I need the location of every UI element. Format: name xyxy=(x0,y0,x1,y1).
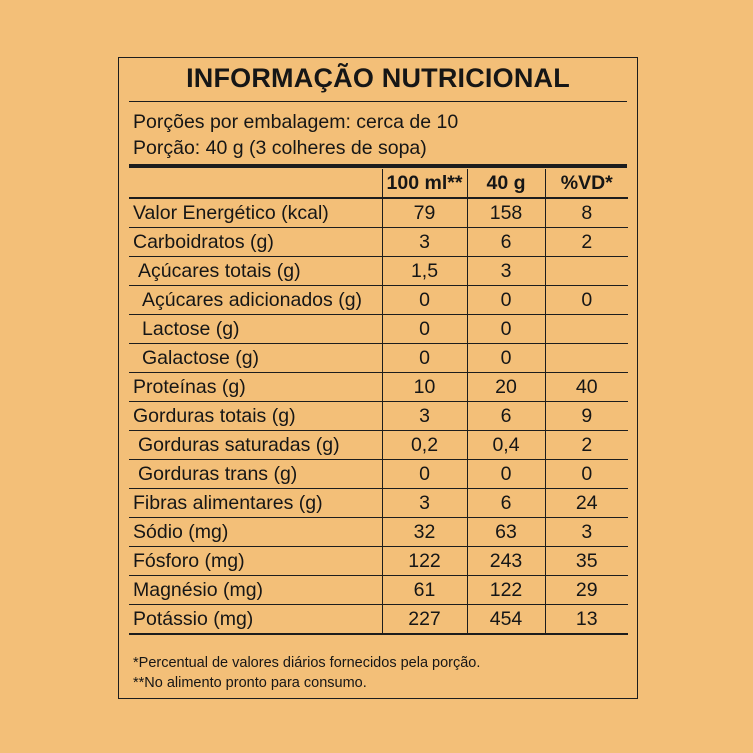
table-row xyxy=(129,576,628,605)
value-per-100ml: 3 xyxy=(382,402,467,431)
value-per-40g: 3 xyxy=(467,257,545,286)
value-per-40g: 0 xyxy=(467,460,545,489)
nutrient-label: Proteínas (g) xyxy=(129,373,382,402)
value-per-40g: 20 xyxy=(467,373,545,402)
value-per-40g: 158 xyxy=(467,198,545,228)
nutrient-label: Magnésio (mg) xyxy=(129,576,382,605)
table-row xyxy=(129,489,628,518)
title-divider xyxy=(129,101,627,102)
value-daily-percent: 29 xyxy=(545,576,628,605)
header-per-40g: 40 g xyxy=(467,169,545,198)
value-per-100ml: 79 xyxy=(382,198,467,228)
table-row xyxy=(129,547,628,576)
value-daily-percent: 35 xyxy=(545,547,628,576)
value-per-40g: 0,4 xyxy=(467,431,545,460)
value-per-40g: 63 xyxy=(467,518,545,547)
nutrient-label: Valor Energético (kcal) xyxy=(129,198,382,228)
value-per-100ml: 10 xyxy=(382,373,467,402)
value-daily-percent: 2 xyxy=(545,228,628,257)
value-per-40g: 122 xyxy=(467,576,545,605)
value-per-100ml: 1,5 xyxy=(382,257,467,286)
value-per-40g: 6 xyxy=(467,228,545,257)
value-daily-percent: 9 xyxy=(545,402,628,431)
nutrient-label: Gorduras trans (g) xyxy=(129,460,382,489)
value-daily-percent: 0 xyxy=(545,286,628,315)
value-per-100ml: 227 xyxy=(382,605,467,635)
table-header-row xyxy=(129,169,628,198)
value-per-40g: 243 xyxy=(467,547,545,576)
value-per-40g: 454 xyxy=(467,605,545,635)
value-per-40g: 6 xyxy=(467,402,545,431)
serving-size: Porção: 40 g (3 colheres de sopa) xyxy=(133,137,427,159)
value-per-40g: 0 xyxy=(467,344,545,373)
value-per-40g: 6 xyxy=(467,489,545,518)
value-per-100ml: 0 xyxy=(382,315,467,344)
value-daily-percent xyxy=(545,257,628,286)
header-nutrient xyxy=(129,169,382,198)
value-per-100ml: 0 xyxy=(382,344,467,373)
value-per-100ml: 0 xyxy=(382,286,467,315)
value-per-100ml: 61 xyxy=(382,576,467,605)
table-row xyxy=(129,198,628,228)
nutrient-label: Fibras alimentares (g) xyxy=(129,489,382,518)
table-row xyxy=(129,460,628,489)
table-row xyxy=(129,286,628,315)
table-row xyxy=(129,257,628,286)
table-row xyxy=(129,518,628,547)
nutrient-label: Gorduras totais (g) xyxy=(129,402,382,431)
nutrition-table xyxy=(129,169,628,635)
panel-title: INFORMAÇÃO NUTRICIONAL xyxy=(186,63,570,93)
value-daily-percent xyxy=(545,344,628,373)
value-daily-percent xyxy=(545,315,628,344)
table-row xyxy=(129,228,628,257)
value-per-100ml: 32 xyxy=(382,518,467,547)
value-daily-percent: 2 xyxy=(545,431,628,460)
value-per-100ml: 0 xyxy=(382,460,467,489)
footnote-ready-to-eat: **No alimento pronto para consumo. xyxy=(133,675,367,691)
footnote-daily-value: *Percentual de valores diários fornecidos pela porção. xyxy=(133,655,481,671)
value-per-40g: 0 xyxy=(467,286,545,315)
nutrient-label: Lactose (g) xyxy=(129,315,382,344)
nutrient-label: Potássio (mg) xyxy=(129,605,382,635)
table-row xyxy=(129,315,628,344)
value-daily-percent: 24 xyxy=(545,489,628,518)
value-per-100ml: 122 xyxy=(382,547,467,576)
nutrient-label: Carboidratos (g) xyxy=(129,228,382,257)
nutrient-label: Gorduras saturadas (g) xyxy=(129,431,382,460)
table-row xyxy=(129,431,628,460)
servings-per-package: Porções por embalagem: cerca de 10 xyxy=(133,111,459,133)
value-per-100ml: 3 xyxy=(382,489,467,518)
value-per-100ml: 0,2 xyxy=(382,431,467,460)
nutrition-facts-panel xyxy=(118,57,638,699)
header-daily-value: %VD* xyxy=(545,169,628,198)
header-per-100ml: 100 ml** xyxy=(382,169,467,198)
value-daily-percent: 40 xyxy=(545,373,628,402)
value-daily-percent: 3 xyxy=(545,518,628,547)
nutrient-label: Fósforo (mg) xyxy=(129,547,382,576)
table-row xyxy=(129,402,628,431)
nutrient-label: Açúcares totais (g) xyxy=(129,257,382,286)
value-per-40g: 0 xyxy=(467,315,545,344)
value-daily-percent: 0 xyxy=(545,460,628,489)
nutrient-label: Galactose (g) xyxy=(129,344,382,373)
value-daily-percent: 8 xyxy=(545,198,628,228)
thick-divider xyxy=(129,164,627,168)
nutrient-label: Açúcares adicionados (g) xyxy=(129,286,382,315)
table-row xyxy=(129,373,628,402)
value-daily-percent: 13 xyxy=(545,605,628,635)
value-per-100ml: 3 xyxy=(382,228,467,257)
table-row xyxy=(129,605,628,635)
nutrient-label: Sódio (mg) xyxy=(129,518,382,547)
table-row xyxy=(129,344,628,373)
